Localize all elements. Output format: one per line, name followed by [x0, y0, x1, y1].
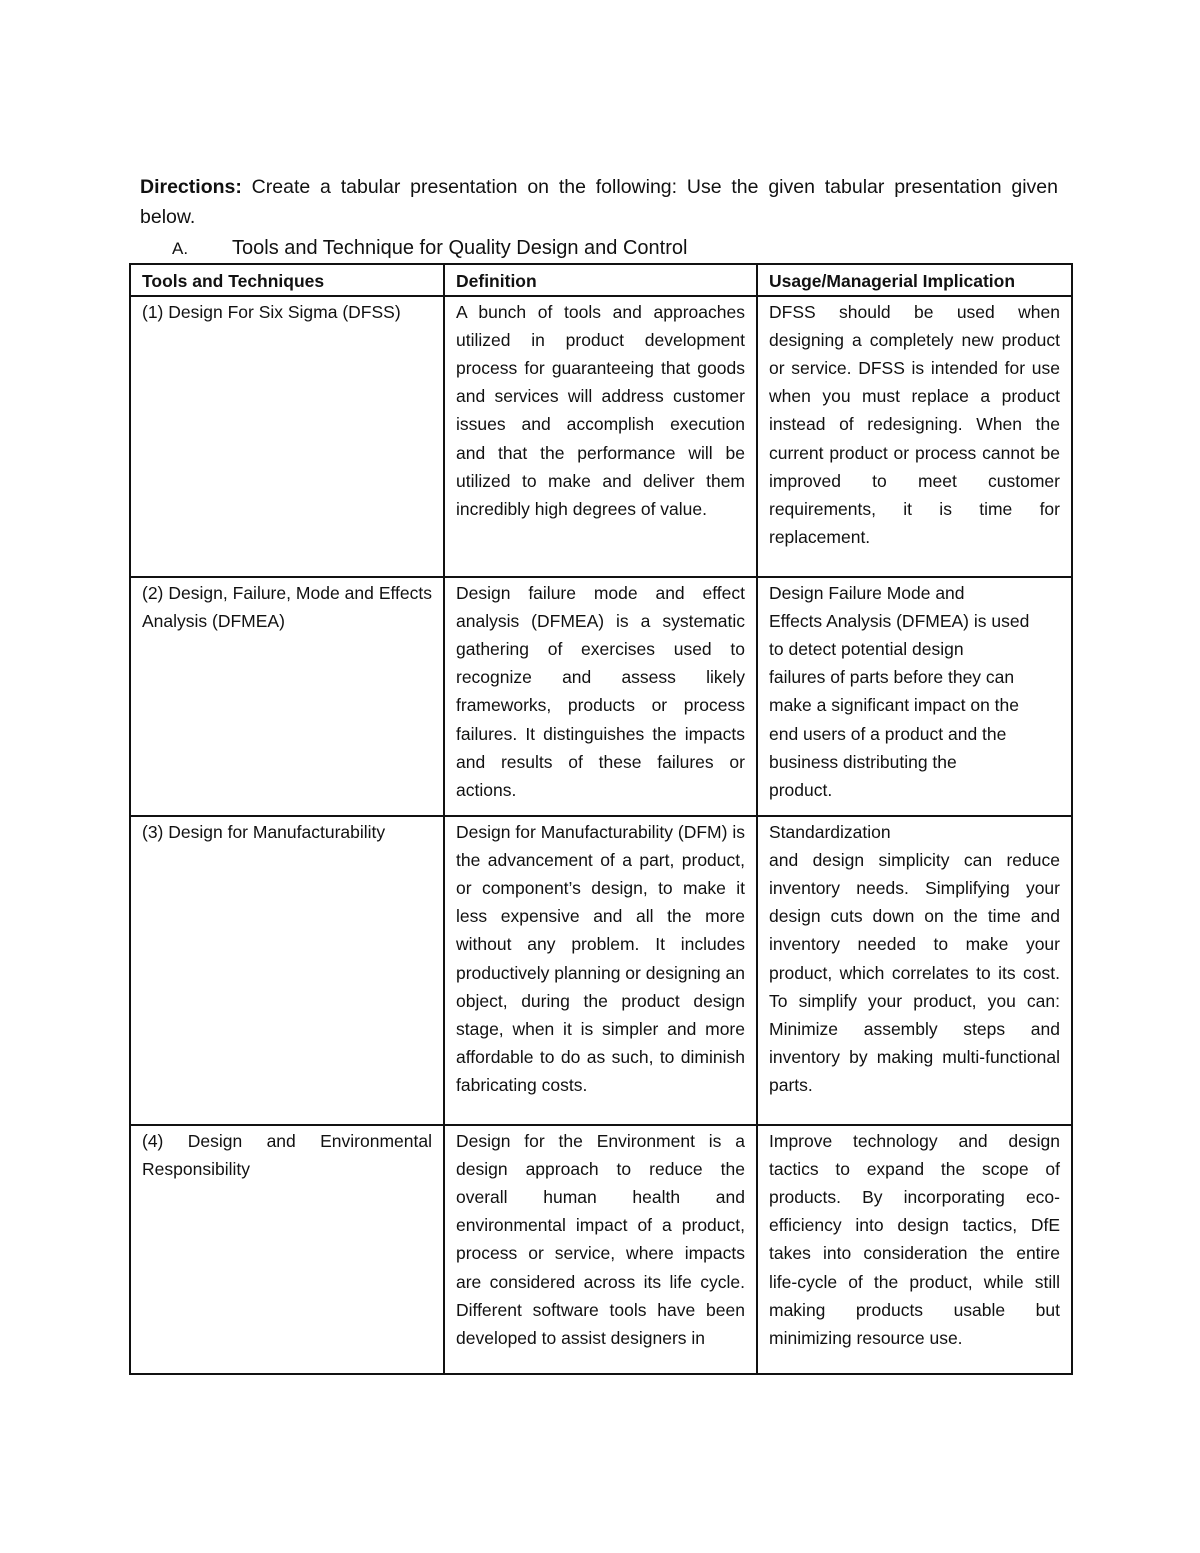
directions-paragraph	[140, 172, 1058, 232]
cell-usage: Improve technology and design tactics to expand the scope of products. By incorporating eco-efficiency into design tactics, DfE takes into consideration the entire life-cycle of the product, while still making products usable but minimizing resource use.	[757, 1125, 1072, 1374]
cell-definition: Design for Manufacturability (DFM) is the advancement of a part, product, or component’s design, to make it less expensive and all the more without any problem. It includes productively planning or designing an object, during the product design stage, when it is simpler and more affordable to do as such, to diminish fabricating costs.	[444, 816, 757, 1125]
cell-usage	[757, 816, 1072, 1125]
section-title: Tools and Technique for Quality Design and Control	[232, 237, 688, 259]
table-header-row	[130, 264, 1072, 296]
cell-definition: Design for the Environment is a design approach to reduce the overall human health and environmental impact of a product, process or service, where impacts are considered across its life cycle. Different software tools have been developed to assist designers in	[444, 1125, 757, 1374]
cell-tool: (3) Design for Manufacturability	[130, 816, 444, 1125]
cell-tool: (2) Design, Failure, Mode and Effects Analysis (DFMEA)	[130, 577, 444, 816]
header-tools: Tools and Techniques	[130, 264, 444, 296]
section-heading	[172, 234, 687, 263]
table-row	[130, 577, 1072, 816]
cell-tool: (1) Design For Six Sigma (DFSS)	[130, 296, 444, 577]
directions-text: Create a tabular presentation on the following: Use the given tabular presentation given below.	[140, 176, 1058, 228]
cell-definition: A bunch of tools and approaches utilized in product development process for guaranteeing that goods and services will address customer issues and accomplish execution and that the performance will be utilized to make and deliver them incredibly high degrees of value.	[444, 296, 757, 577]
cell-usage-first-line: Standardization	[769, 822, 891, 843]
cell-usage: DFSS should be used when designing a completely new product or service. DFSS is intended for use when you must replace a product instead of redesigning. When the current product or process cannot be improved to meet customer requirements, it is time for replacement.	[757, 296, 1072, 577]
cell-usage: Design Failure Mode and Effects Analysis (DFMEA) is used to detect potential design failures of parts before they can make a significant impact on the end users of a product and the business distributing the product.	[757, 577, 1072, 816]
cell-definition: Design failure mode and effect analysis (DFMEA) is a systematic gathering of exercises used to recognize and assess likely frameworks, products or process failures. It distinguishes the impacts and results of these failures or actions.	[444, 577, 757, 816]
table-row	[130, 296, 1072, 577]
table-row	[130, 1125, 1072, 1374]
directions-label: Directions:	[140, 176, 242, 198]
cell-usage-rest: and design simplicity can reduce inventory needs. Simplifying your design cuts down on the time and inventory needed to make your product, which correlates to its cost. To simplify your product, you can: Minimize assembly steps and inventory by making multi-functional parts.	[769, 850, 1060, 1095]
cell-tool: (4) Design and Environmental Responsibility	[130, 1125, 444, 1374]
tools-table	[129, 263, 1073, 1375]
table-row	[130, 816, 1072, 1125]
section-letter: A.	[172, 239, 189, 258]
header-usage: Usage/Managerial Implication	[757, 264, 1072, 296]
header-definition: Definition	[444, 264, 757, 296]
